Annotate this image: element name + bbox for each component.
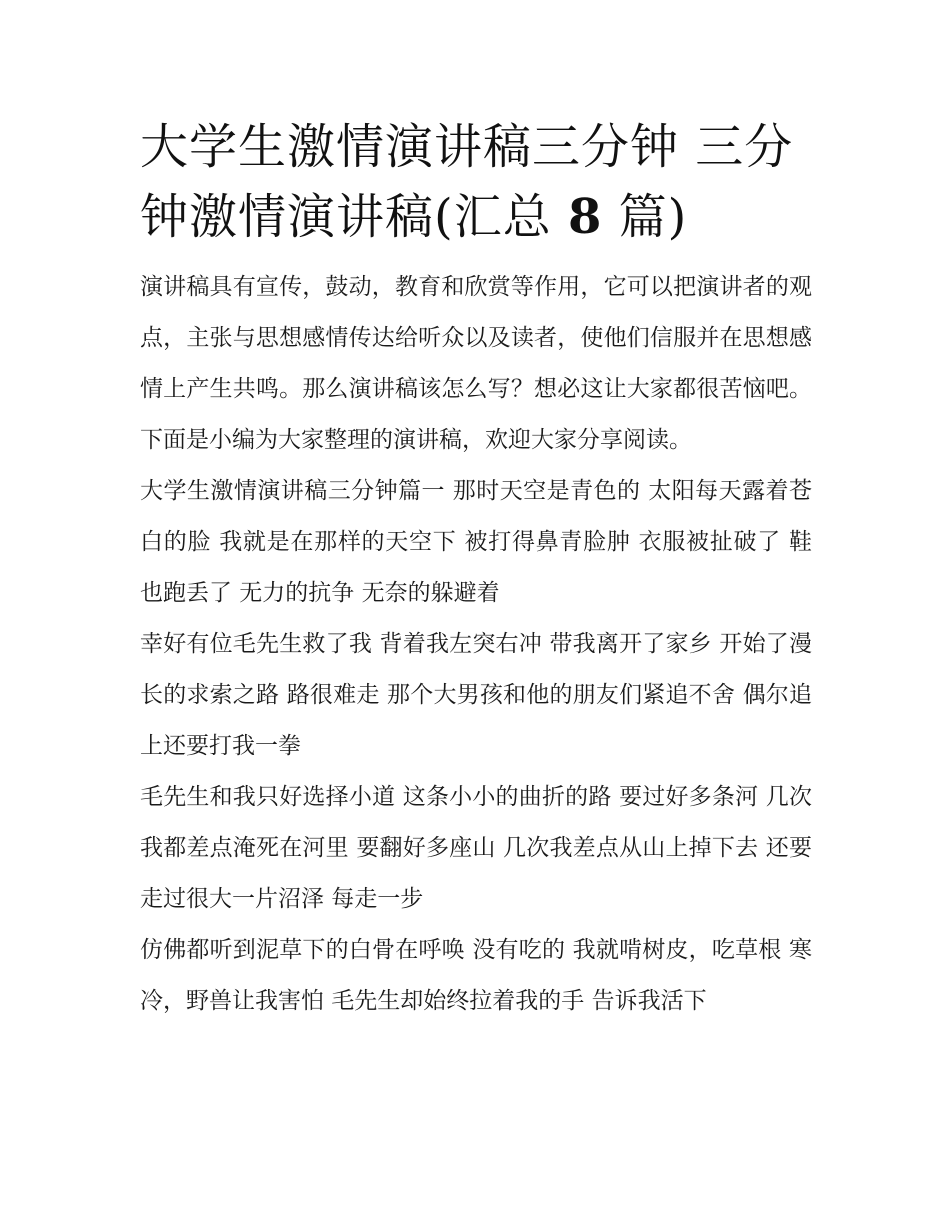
title-text: 大学生激情演讲稿三分钟 三分钟激情演讲稿(汇总 [140,119,794,245]
body-paragraph-3: 毛先生和我只好选择小道 这条小小的曲折的路 要过好多条河 几次我都差点淹死在河里 要翻好多座山 几次我差点从山上掉下去 还要走过很大一片沼泽 每走一步 [140,784,812,912]
body-paragraph-2: 幸好有位毛先生救了我 背着我左突右冲 带我离开了家乡 开始了漫长的求索之路 路很难走 那个大男孩和他的朋友们紧追不舍 偶尔追上还要打我一拳 [140,631,812,759]
intro-paragraph: 演讲稿具有宣传，鼓动，教育和欣赏等作用，它可以把演讲者的观点，主张与思想感情传达给听众以及读者，使他们信服并在思想感情上产生共鸣。那么演讲稿该怎么写？想必这让大家都很苦恼吧。下面是小编为大家整理的演讲稿，欢迎大家分享阅读。 [140,274,812,453]
body-paragraph-1: 大学生激情演讲稿三分钟篇一 那时天空是青色的 太阳每天露着苍白的脸 我就是在那样的天空下 被打得鼻青脸肿 衣服被扯破了 鞋也跑丢了 无力的抗争 无奈的躲避着 [140,478,812,606]
title-suffix: 篇) [602,189,688,245]
document-title [140,112,812,252]
title-count: 8 [568,189,603,245]
document-body [140,112,812,1027]
body-paragraph-4: 仿佛都听到泥草下的白骨在呼唤 没有吃的 我就啃树皮，吃草根 寒冷，野兽让我害怕 毛先生却始终拉着我的手 告诉我活下 [140,937,812,1014]
